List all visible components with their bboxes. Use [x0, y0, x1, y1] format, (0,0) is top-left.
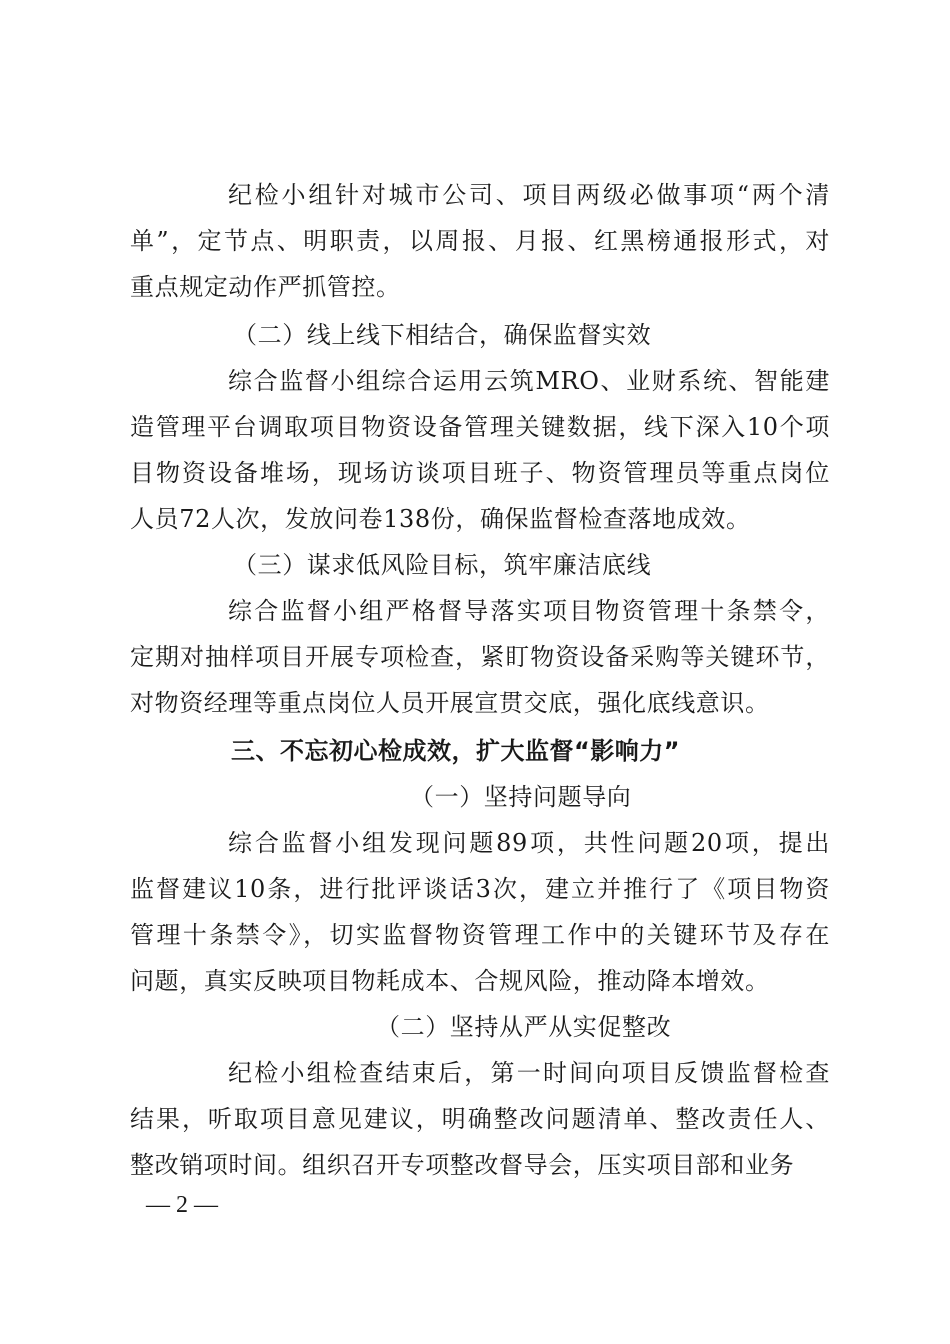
- paragraph-line: 管理十条禁令》，切实监督物资管理工作中的关键环节及存在: [130, 921, 830, 949]
- paragraph-line: 人员72人次，发放问卷138份，确保监督检查落地成效。: [130, 505, 751, 533]
- paragraph-line: 问题，真实反映项目物耗成本、合规风险，推动降本增效。: [130, 967, 770, 995]
- paragraph-line: 综合监督小组发现问题89项，共性问题20项，提出: [228, 829, 830, 857]
- paragraph-line: 重点规定动作严抓管控。: [130, 273, 401, 301]
- paragraph-line: 整改销项时间。组织召开专项整改督导会，压实项目部和业务: [130, 1151, 795, 1179]
- paragraph-line: 单”，定节点、明职责，以周报、月报、红黑榜通报形式，对: [130, 227, 830, 255]
- paragraph-line: 结果，听取项目意见建议，明确整改问题清单、整改责任人、: [130, 1105, 830, 1133]
- section-subheading: （二）坚持从严从实促整改: [376, 1013, 672, 1041]
- page-number: — 2 —: [146, 1192, 218, 1218]
- paragraph-line: 综合监督小组综合运用云筑MRO、业财系统、智能建: [228, 367, 830, 395]
- section-heading: 三、不忘初心检成效，扩大监督“影响力”: [231, 737, 681, 765]
- paragraph-line: 造管理平台调取项目物资设备管理关键数据，线下深入10个项: [130, 413, 830, 441]
- section-subheading: （二）线上线下相结合，确保监督实效: [233, 321, 652, 349]
- paragraph-line: 定期对抽样项目开展专项检查，紧盯物资设备采购等关键环节，: [130, 643, 830, 671]
- paragraph-line: 监督建议10条，进行批评谈话3次，建立并推行了《项目物资: [130, 875, 830, 903]
- paragraph-line: 纪检小组针对城市公司、项目两级必做事项“两个清: [228, 181, 830, 209]
- section-subheading: （一）坚持问题导向: [410, 783, 632, 811]
- paragraph-line: 纪检小组检查结束后，第一时间向项目反馈监督检查: [228, 1059, 830, 1087]
- paragraph-line: 对物资经理等重点岗位人员开展宣贯交底，强化底线意识。: [130, 689, 770, 717]
- paragraph-line: 目物资设备堆场，现场访谈项目班子、物资管理员等重点岗位: [130, 459, 830, 487]
- paragraph-line: 综合监督小组严格督导落实项目物资管理十条禁令，: [228, 597, 830, 625]
- section-subheading: （三）谋求低风险目标，筑牢廉洁底线: [233, 551, 652, 579]
